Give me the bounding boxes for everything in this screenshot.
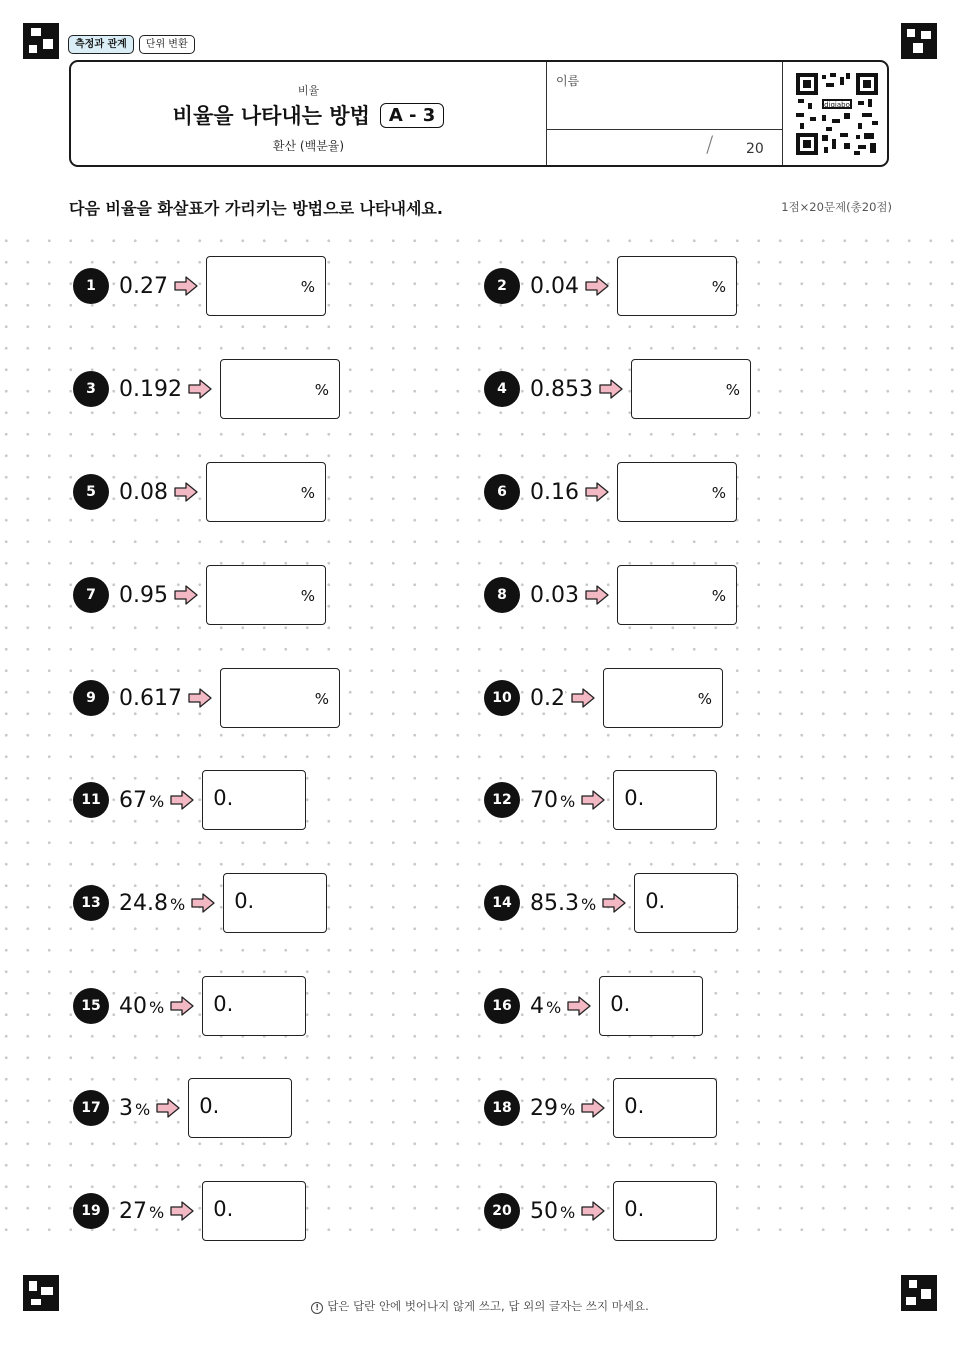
answer-box[interactable] (220, 668, 340, 728)
problem-question (530, 583, 579, 608)
problem-number: 9 (73, 680, 109, 716)
problem-number: 1 (73, 268, 109, 304)
question-unit: % (149, 1202, 165, 1222)
answer-box[interactable] (631, 359, 751, 419)
answer-unit-percent: % (697, 690, 712, 708)
problem-item (484, 358, 751, 420)
answer-prefix-decimal: 0. (610, 992, 631, 1016)
problem-question (530, 274, 579, 299)
qr-code-section (782, 62, 888, 165)
answer-box[interactable] (603, 668, 723, 728)
arrow-right-icon (188, 379, 212, 399)
footer-text: 답은 답란 안에 벗어나지 않게 쓰고, 답 외의 글자는 쓰지 마세요. (327, 1299, 649, 1313)
problem-item (73, 872, 327, 934)
instruction-text: 다음 비율을 화살표가 가리키는 방법으로 나타내세요. (69, 196, 447, 219)
answer-unit-percent: % (300, 278, 315, 296)
problem-question (119, 1096, 150, 1121)
answer-prefix-decimal: 0. (213, 992, 234, 1016)
problem-question (119, 583, 168, 608)
score-total: 20 (746, 141, 764, 157)
arrow-right-icon (191, 893, 215, 913)
question-value: 50 (530, 1198, 558, 1224)
arrow-right-icon (581, 1201, 605, 1221)
question-value: 24.8 (119, 890, 168, 916)
problem-number: 12 (484, 782, 520, 818)
question-unit: % (135, 1099, 151, 1119)
problem-number: 8 (484, 577, 520, 613)
answer-unit-percent: % (711, 278, 726, 296)
answer-prefix-decimal: 0. (624, 1094, 645, 1118)
problem-question (530, 1096, 575, 1121)
answer-box[interactable] (206, 462, 326, 522)
question-unit: % (560, 791, 576, 811)
answer-box[interactable] (223, 873, 327, 933)
problem-item (73, 975, 306, 1037)
question-unit: % (546, 997, 562, 1017)
problem-item (484, 975, 703, 1037)
question-value: 4 (530, 993, 544, 1019)
answer-unit-percent: % (725, 381, 740, 399)
question-value: 85.3 (530, 890, 579, 916)
answer-box[interactable] (206, 256, 326, 316)
answer-unit-percent: % (300, 484, 315, 502)
problem-item (484, 255, 737, 317)
problem-question (119, 480, 168, 505)
tag-topic: 단위 변환 (139, 35, 195, 54)
problem-question (530, 891, 596, 916)
answer-prefix-decimal: 0. (213, 786, 234, 810)
problem-item (73, 358, 340, 420)
question-value: 0.04 (530, 273, 579, 299)
answer-prefix-decimal: 0. (199, 1094, 220, 1118)
problem-number: 17 (73, 1090, 109, 1126)
problem-question (119, 891, 185, 916)
title-section (71, 62, 547, 165)
problem-question (119, 994, 164, 1019)
arrow-right-icon (571, 688, 595, 708)
question-unit: % (149, 791, 165, 811)
answer-box[interactable] (613, 1181, 717, 1241)
answer-prefix-decimal: 0. (234, 889, 255, 913)
problem-number: 11 (73, 782, 109, 818)
arrow-right-icon (602, 893, 626, 913)
problem-item (73, 255, 326, 317)
problem-question (119, 377, 182, 402)
warning-icon: ! (311, 1302, 323, 1314)
problem-number: 16 (484, 988, 520, 1024)
problem-question (530, 686, 565, 711)
question-value: 0.853 (530, 376, 593, 402)
answer-unit-percent: % (300, 587, 315, 605)
problem-item (484, 1180, 717, 1242)
problem-number: 20 (484, 1193, 520, 1229)
problem-question (119, 274, 168, 299)
question-value: 0.2 (530, 685, 565, 711)
problem-item (73, 564, 326, 626)
footer-note (0, 1298, 960, 1314)
problem-number: 10 (484, 680, 520, 716)
problem-number: 14 (484, 885, 520, 921)
problem-question (530, 994, 561, 1019)
tag-category: 측정과 관계 (68, 35, 134, 54)
problem-number: 2 (484, 268, 520, 304)
answer-box[interactable] (613, 1078, 717, 1138)
qr-code-icon (796, 73, 878, 155)
arrow-right-icon (170, 996, 194, 1016)
problem-item (484, 769, 717, 831)
score-field[interactable] (546, 129, 782, 165)
arrow-right-icon (174, 482, 198, 502)
problem-item (484, 564, 737, 626)
problem-number: 6 (484, 474, 520, 510)
problem-question (530, 480, 579, 505)
problem-item (484, 667, 723, 729)
answer-box[interactable] (599, 976, 703, 1036)
problem-number: 7 (73, 577, 109, 613)
question-value: 0.03 (530, 582, 579, 608)
question-value: 0.95 (119, 582, 168, 608)
answer-box[interactable] (188, 1078, 292, 1138)
problem-item (73, 667, 340, 729)
problem-number: 4 (484, 371, 520, 407)
answer-prefix-decimal: 0. (624, 786, 645, 810)
answer-prefix-decimal: 0. (213, 1197, 234, 1221)
category-tags (68, 35, 195, 54)
arrow-right-icon (170, 790, 194, 810)
answer-box[interactable] (220, 359, 340, 419)
answer-box[interactable] (202, 976, 306, 1036)
title-row (71, 100, 546, 130)
problem-item (73, 461, 326, 523)
problem-item (73, 1077, 292, 1139)
name-label: 이름 (556, 74, 580, 88)
problem-item (484, 1077, 717, 1139)
question-value: 0.27 (119, 273, 168, 299)
answer-box[interactable] (634, 873, 738, 933)
question-unit: % (580, 894, 597, 914)
problem-item (73, 769, 306, 831)
arrow-right-icon (585, 276, 609, 296)
question-value: 70 (530, 787, 558, 813)
question-value: 0.617 (119, 685, 182, 711)
answer-prefix-decimal: 0. (645, 889, 666, 913)
problem-question (530, 788, 575, 813)
problem-question (119, 788, 164, 813)
arrow-right-icon (174, 585, 198, 605)
answer-unit-percent: % (711, 587, 726, 605)
answer-box[interactable] (617, 256, 737, 316)
corner-marker-top-right (901, 23, 937, 59)
question-value: 67 (119, 787, 147, 813)
corner-marker-top-left (23, 23, 59, 59)
problem-number: 13 (73, 885, 109, 921)
question-value: 0.192 (119, 376, 182, 402)
problem-item (484, 872, 738, 934)
level-code-badge: A - 3 (380, 103, 444, 128)
question-unit: % (560, 1099, 576, 1119)
problem-question (119, 1199, 164, 1224)
answer-unit-percent: % (314, 690, 329, 708)
arrow-right-icon (599, 379, 623, 399)
answer-prefix-decimal: 0. (624, 1197, 645, 1221)
question-unit: % (560, 1202, 576, 1222)
points-info: 1점×20문제(총20점) (781, 200, 892, 214)
arrow-right-icon (581, 1098, 605, 1118)
subject-label: 비율 (297, 84, 320, 97)
problem-question (119, 686, 182, 711)
problem-number: 15 (73, 988, 109, 1024)
arrow-right-icon (585, 482, 609, 502)
arrow-right-icon (188, 688, 212, 708)
question-value: 0.08 (119, 479, 168, 505)
question-value: 40 (119, 993, 147, 1019)
question-value: 27 (119, 1198, 147, 1224)
answer-unit-percent: % (711, 484, 726, 502)
problem-number: 5 (73, 474, 109, 510)
problem-item (484, 461, 737, 523)
answer-box[interactable] (206, 565, 326, 625)
problem-number: 18 (484, 1090, 520, 1126)
qr-label: digiabo (824, 101, 850, 109)
question-value: 3 (119, 1095, 133, 1121)
arrow-right-icon (174, 276, 198, 296)
question-unit: % (149, 997, 165, 1017)
answer-unit-percent: % (314, 381, 329, 399)
answer-box[interactable] (202, 1181, 306, 1241)
arrow-right-icon (567, 996, 591, 1016)
page-title: 비율을 나타내는 방법 (172, 104, 370, 128)
score-slash: / (706, 133, 714, 158)
problem-question (530, 377, 593, 402)
question-unit: % (169, 894, 186, 914)
answer-box[interactable] (202, 770, 306, 830)
problem-item (73, 1180, 306, 1242)
question-value: 29 (530, 1095, 558, 1121)
arrow-right-icon (581, 790, 605, 810)
worksheet-header (69, 60, 889, 167)
answer-box[interactable] (613, 770, 717, 830)
problem-number: 19 (73, 1193, 109, 1229)
problem-question (530, 1199, 575, 1224)
page-subtitle: 환산 (백분율) (272, 139, 345, 153)
answer-box[interactable] (617, 565, 737, 625)
answer-box[interactable] (617, 462, 737, 522)
arrow-right-icon (156, 1098, 180, 1118)
arrow-right-icon (170, 1201, 194, 1221)
name-field[interactable] (546, 62, 782, 130)
problem-number: 3 (73, 371, 109, 407)
question-value: 0.16 (530, 479, 579, 505)
arrow-right-icon (585, 585, 609, 605)
